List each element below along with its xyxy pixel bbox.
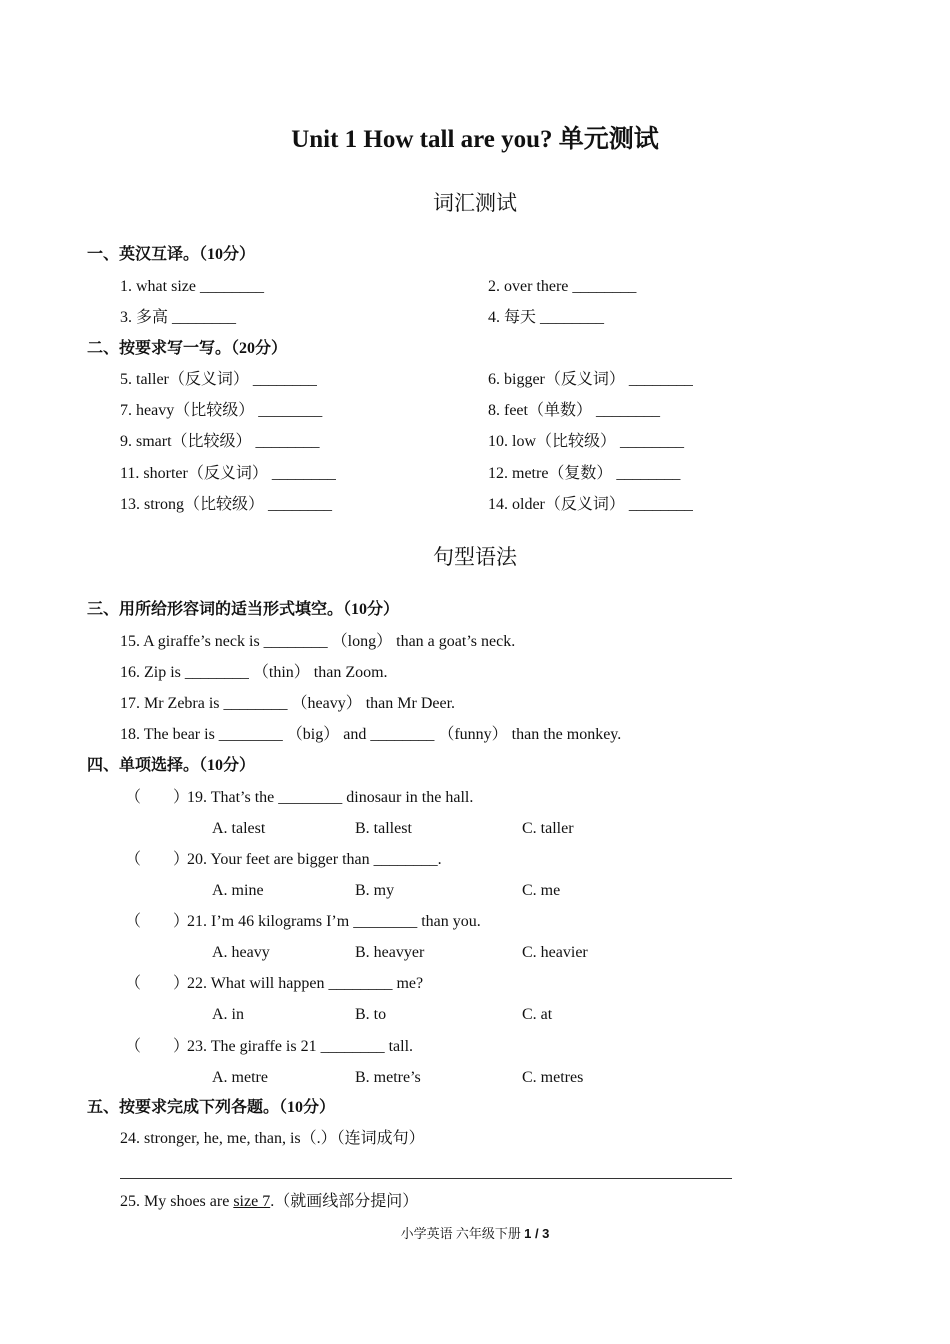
question-23-option-a: A. metre xyxy=(212,1069,268,1086)
question-19-stem: 19. That’s the ________ dinosaur in the hall. xyxy=(187,789,474,806)
page-number: 1 / 3 xyxy=(524,1226,550,1241)
question-19-option-b: B. tallest xyxy=(355,820,412,837)
section3-heading: 三、用所给形容词的适当形式填空。（10分） xyxy=(87,601,400,618)
answer-writing-line[interactable] xyxy=(120,1178,732,1179)
answer-paren: （ ） xyxy=(125,789,190,806)
question-22-stem: 22. What will happen ________ me? xyxy=(187,975,424,992)
question-21-option-b: B. heavyer xyxy=(355,944,425,961)
question-8: 8. feet（单数） ________ xyxy=(488,402,660,419)
question-23-stem: 23. The giraffe is 21 ________ tall. xyxy=(187,1038,414,1055)
question-12: 12. metre（复数） ________ xyxy=(488,465,681,482)
question-23-option-b: B. metre’s xyxy=(355,1069,421,1086)
grammar-heading: 句型语法 xyxy=(433,545,517,569)
question-10: 10. low（比较级） ________ xyxy=(488,433,685,450)
section2-heading: 二、按要求写一写。（20分） xyxy=(87,340,288,357)
question-16: 16. Zip is ________ （thin） than Zoom. xyxy=(120,664,388,681)
question-5: 5. taller（反义词） ________ xyxy=(120,371,317,388)
question-17: 17. Mr Zebra is ________ （heavy） than Mr Deer. xyxy=(120,695,456,712)
footer-text: 小学英语 六年级下册 xyxy=(400,1226,525,1241)
question-25 xyxy=(120,1191,418,1213)
question-3: 3. 多高 ________ xyxy=(120,309,237,326)
question-21-option-c: C. heavier xyxy=(522,944,588,961)
question-25-prefix: 25. My shoes are xyxy=(120,1193,234,1210)
question-1: 1. what size ________ xyxy=(120,278,264,295)
question-20-option-c: C. me xyxy=(522,882,561,899)
section5-heading: 五、按要求完成下列各题。（10分） xyxy=(87,1099,336,1116)
question-2: 2. over there ________ xyxy=(488,278,637,295)
question-25-underlined: size 7 xyxy=(233,1193,271,1210)
answer-paren: （ ） xyxy=(125,851,190,868)
question-14: 14. older（反义词） ________ xyxy=(488,496,693,513)
answer-paren: （ ） xyxy=(125,1038,190,1055)
question-4: 4. 每天 ________ xyxy=(488,309,605,326)
page-title: Unit 1 How tall are you? 单元测试 xyxy=(291,126,659,153)
question-22-option-a: A. in xyxy=(212,1006,244,1023)
question-20-option-b: B. my xyxy=(355,882,395,899)
question-21-option-a: A. heavy xyxy=(212,944,270,961)
question-7: 7. heavy（比较级） ________ xyxy=(120,402,323,419)
vocab-heading: 词汇测试 xyxy=(433,191,517,215)
question-21-stem: 21. I’m 46 kilograms I’m ________ than you. xyxy=(187,913,481,930)
question-22-option-c: C. at xyxy=(522,1006,553,1023)
question-9: 9. smart（比较级） ________ xyxy=(120,433,320,450)
answer-paren: （ ） xyxy=(125,913,190,930)
question-23-option-c: C. metres xyxy=(522,1069,584,1086)
page-footer xyxy=(0,1225,950,1243)
answer-paren: （ ） xyxy=(125,975,190,992)
question-15: 15. A giraffe’s neck is ________ （long） than a goat’s neck. xyxy=(120,633,516,650)
question-24: 24. stronger, he, me, than, is（.）（连词成句） xyxy=(120,1130,425,1147)
section1-heading: 一、英汉互译。（10分） xyxy=(87,246,256,263)
question-22-option-b: B. to xyxy=(355,1006,387,1023)
question-11: 11. shorter（反义词） ________ xyxy=(120,465,336,482)
question-19-option-c: C. taller xyxy=(522,820,574,837)
question-19-option-a: A. talest xyxy=(212,820,266,837)
question-25-suffix: .（就画线部分提问） xyxy=(270,1193,419,1210)
question-13: 13. strong（比较级） ________ xyxy=(120,496,333,513)
question-20-stem: 20. Your feet are bigger than ________. xyxy=(187,851,442,868)
question-6: 6. bigger（反义词） ________ xyxy=(488,371,693,388)
question-18: 18. The bear is ________ （big） and ________ （funny） than the monkey. xyxy=(120,726,622,743)
section4-heading: 四、单项选择。（10分） xyxy=(87,757,256,774)
question-20-option-a: A. mine xyxy=(212,882,264,899)
